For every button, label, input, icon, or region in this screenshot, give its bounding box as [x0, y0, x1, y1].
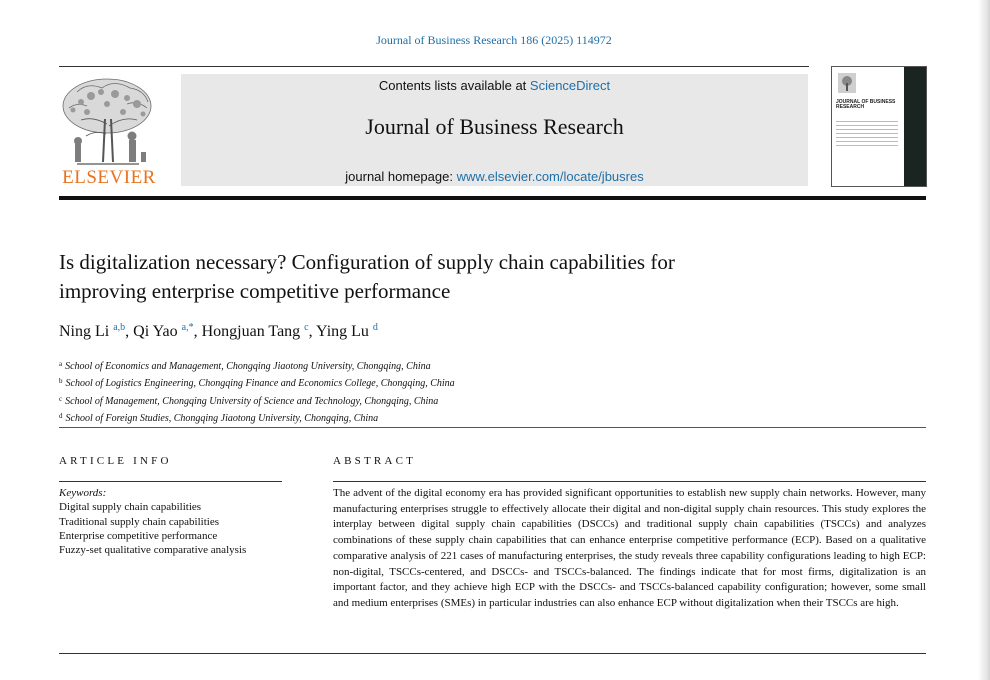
contents-prefix: Contents lists available at	[378, 78, 530, 93]
bottom-rule	[59, 653, 926, 654]
abstract-heading: ABSTRACT	[333, 455, 417, 467]
author-separator: ,	[308, 323, 317, 340]
affiliation-item	[59, 409, 455, 426]
affiliation-item	[59, 357, 455, 374]
journal-homepage-link[interactable]: www.elsevier.com/locate/jbusres	[456, 169, 644, 184]
author-separator: ,	[193, 323, 202, 340]
author-list	[59, 322, 378, 341]
keywords-label: Keywords:	[59, 487, 107, 499]
elsevier-wordmark: ELSEVIER	[62, 167, 156, 188]
affiliation-mark: b	[59, 377, 63, 386]
paper-title-line-1: Is digitalization necessary? Configuration of supply chain capabilities for	[59, 250, 675, 274]
affiliation-item	[59, 374, 455, 391]
cover-dark-band	[904, 67, 926, 186]
journal-citation-link[interactable]: Journal of Business Research 186 (2025) 114972	[376, 33, 612, 47]
author-name[interactable]: Qi Yao	[133, 323, 178, 340]
author-affiliation-mark[interactable]: a,*	[181, 322, 194, 333]
keyword-item: Fuzzy-set qualitative comparative analysis	[59, 544, 247, 557]
cover-logo-icon	[838, 73, 856, 93]
keyword-item: Digital supply chain capabilities	[59, 501, 202, 514]
abstract-text: The advent of the digital economy era has provided significant opportunities to establish new supply chain networks. However, many manufacturing enterprises struggle to effectively allocate their digital and non-digital supply chain resources. This study explores the interplay between digital supply chain capabilities (DSCCs) and traditional supply chain capabilities (TSCCs) and analyzes combinations of these supply chain capabilities that can enhance enterprise competitive performance (ECP). Based on a qualitative comparative analysis of 221 cases of manufacturing enterprises, the study reveals three capability configurations leading to high ECP: non-digital, TSCCs-centered, and DSCCs- and TSCCs-balanced. The findings indicate that for most firms, digitalization is an important factor, and they achieve high ECP with the DSCCs- and TSCCs-balanced capability configuration; however, some small and medium enterprises (SMEs) in particular industries can also enhance ECP without digitalization when their TSCCs are high.	[333, 487, 926, 609]
header-thick-rule	[59, 196, 926, 200]
affiliation-mark: c	[59, 394, 63, 403]
journal-homepage-line	[181, 169, 808, 184]
author-name[interactable]: Ying Lu	[316, 323, 369, 340]
keyword-item: Enterprise competitive performance	[59, 529, 218, 542]
author-name[interactable]: Ning Li	[59, 323, 110, 340]
affiliation-text: School of Economics and Management, Chongqing Jiaotong University, Chongqing, China	[65, 361, 431, 372]
author-name[interactable]: Hongjuan Tang	[201, 323, 301, 340]
author-affiliation-mark[interactable]: a,b	[113, 322, 126, 333]
paper-title	[59, 248, 859, 306]
author-affiliation-mark[interactable]: d	[372, 322, 378, 333]
paper-title-line-2: improving enterprise competitive performance	[59, 279, 451, 303]
homepage-prefix: journal homepage:	[345, 169, 457, 184]
section-divider	[59, 427, 926, 428]
author-affiliation-mark[interactable]: c	[304, 322, 309, 333]
article-info-heading: ARTICLE INFO	[59, 455, 172, 467]
article-info-rule	[59, 481, 282, 482]
keyword-item: Traditional supply chain capabilities	[59, 515, 219, 528]
abstract-rule	[333, 481, 926, 482]
affiliation-text: School of Foreign Studies, Chongqing Jiaotong University, Chongqing, China	[65, 412, 379, 424]
journal-cover-thumbnail	[831, 66, 927, 187]
author-separator: ,	[125, 323, 134, 340]
contents-available-line	[181, 78, 808, 93]
affiliation-text: School of Management, Chongqing University of Science and Technology, Chongqing, China	[65, 395, 439, 407]
journal-name: Journal of Business Research	[365, 114, 624, 139]
journal-header-box	[181, 74, 808, 186]
sciencedirect-link[interactable]: ScienceDirect	[529, 78, 611, 93]
header-top-rule	[59, 66, 809, 67]
affiliation-list	[59, 357, 455, 426]
affiliation-mark: d	[59, 411, 63, 420]
cover-text-lines	[836, 121, 898, 149]
keywords-block	[59, 486, 246, 557]
affiliation-text: School of Logistics Engineering, Chongqing Finance and Economics College, Chongqing, China	[65, 378, 455, 390]
affiliation-mark: a	[59, 360, 63, 368]
page-edge-shadow	[978, 0, 990, 680]
affiliation-item	[59, 392, 455, 409]
cover-journal-title: JOURNAL OF BUSINESS RESEARCH	[836, 99, 896, 110]
